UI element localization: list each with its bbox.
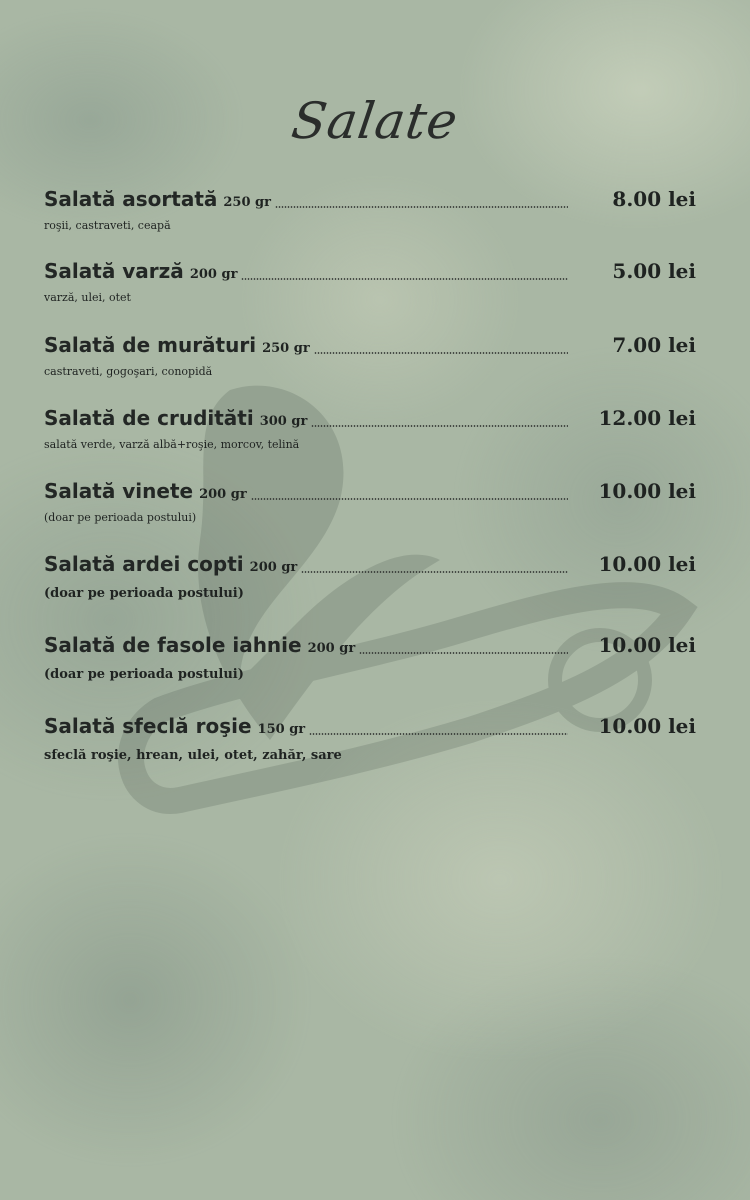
menu-item: [44, 633, 696, 682]
item-name: Salată varză: [44, 259, 184, 283]
menu-item: [44, 333, 696, 378]
dot-leader: [311, 425, 568, 427]
dot-leader: [359, 652, 568, 654]
item-price: 10.00 lei: [598, 714, 696, 738]
item-description: sfeclă roşie, hrean, ulei, otet, zahăr, sare: [44, 748, 342, 763]
item-price: 8.00 lei: [612, 187, 696, 211]
item-price: 10.00 lei: [598, 479, 696, 503]
item-description: varză, ulei, otet: [44, 291, 131, 304]
item-description: (doar pe perioada postului): [44, 586, 244, 601]
item-weight: 200 gr: [249, 560, 298, 575]
item-weight: 250 gr: [262, 341, 310, 356]
item-description: salată verde, varză albă+roşie, morcov, telină: [44, 438, 300, 451]
item-weight: 250 gr: [223, 195, 271, 210]
dot-leader: [241, 278, 568, 280]
item-description: roşii, castraveti, ceapă: [44, 219, 171, 232]
item-description: castraveti, gogoşari, conopidă: [44, 365, 213, 378]
menu-item: [44, 406, 696, 451]
item-name: Salată asortată: [44, 187, 218, 211]
item-weight: 200 gr: [189, 267, 238, 282]
item-name: Salată de murături: [44, 333, 257, 357]
menu-item: [44, 552, 696, 601]
dot-leader: [301, 571, 568, 573]
item-description: (doar pe perioada postului): [44, 667, 244, 682]
item-price: 12.00 lei: [598, 406, 696, 430]
item-weight: 200 gr: [199, 487, 247, 502]
menu-item: [44, 714, 696, 763]
item-price: 5.00 lei: [612, 259, 696, 283]
item-weight: 200 gr: [307, 641, 356, 656]
dot-leader: [251, 498, 568, 500]
item-price: 7.00 lei: [612, 333, 696, 357]
item-price: 10.00 lei: [598, 552, 696, 576]
menu-item: [44, 479, 696, 524]
item-name: Salată de fasole iahnie: [44, 633, 302, 657]
dot-leader: [275, 206, 568, 208]
item-weight: 150 gr: [257, 722, 306, 737]
page-title: Salate: [288, 92, 462, 150]
item-description: (doar pe perioada postului): [44, 511, 197, 524]
menu-item: [44, 259, 696, 304]
menu-item: [44, 187, 696, 232]
item-name: Salată de crudităti: [44, 406, 254, 430]
item-name: Salată sfeclă roşie: [44, 714, 252, 738]
dot-leader: [309, 733, 568, 735]
item-weight: 300 gr: [259, 414, 308, 429]
item-price: 10.00 lei: [598, 633, 696, 657]
item-name: Salată vinete: [44, 479, 194, 503]
item-name: Salată ardei copti: [44, 552, 244, 576]
dot-leader: [314, 352, 568, 354]
